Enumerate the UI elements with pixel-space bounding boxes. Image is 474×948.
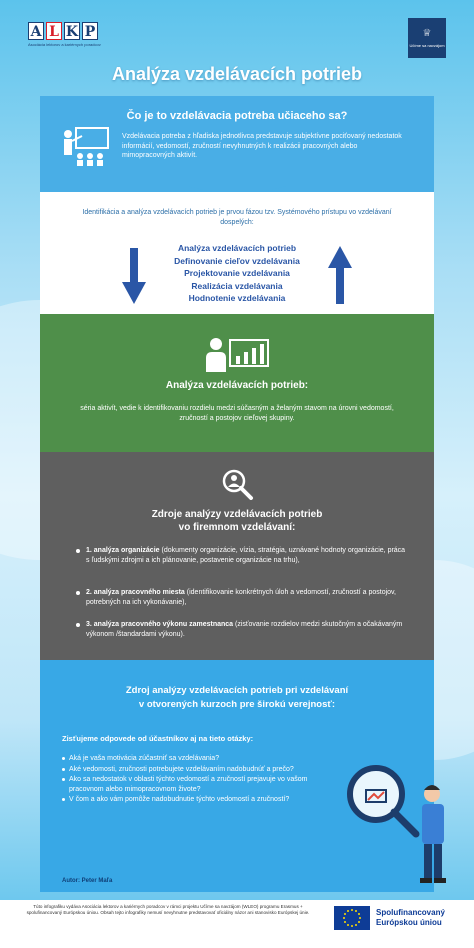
list-item — [86, 620, 406, 639]
list-item: Aké vedomosti, zručnosti potrebujete vzdelávaním nadobudnúť a prečo? — [62, 765, 322, 775]
section-systemic-approach — [40, 192, 434, 314]
bullet-dot — [76, 623, 80, 627]
list-item: V čom a ako vám pomôže nadobudnutie týchto vedomostí a zručností? — [62, 795, 322, 805]
heading-line: v otvorených kurzoch pre širokú verejnosť: — [138, 699, 336, 710]
alkp-logo — [28, 22, 118, 47]
logo-subtitle: Asociácia lektorov a kariérnych poradcov — [28, 42, 101, 47]
section-definition — [40, 96, 434, 192]
project-logo — [408, 18, 446, 58]
magnifier-icon — [220, 468, 254, 500]
item-label: 3. analýza pracovného výkonu zamestnanca — [86, 621, 234, 628]
presentation-chart-icon — [204, 336, 270, 374]
systemic-approach-steps — [140, 242, 334, 305]
item-text: (zisťovanie rozdielov medzi skutočným a očakávaným výkonom /štandardami výkonu). — [86, 621, 403, 638]
project-logo-icon: ♕ — [422, 28, 432, 39]
list-item: Projektovanie vzdelávania — [184, 268, 290, 278]
item-label: 1. analýza organizácie — [86, 547, 160, 554]
section-definition-heading: Čo je to vzdelávacia potreba učiaceho sa? — [126, 110, 348, 122]
eu-cofunded-label — [376, 908, 466, 928]
bullet-dot — [76, 591, 80, 595]
needs-analysis-heading: Analýza vzdelávacích potrieb: — [165, 380, 309, 391]
project-logo-text: Učíme sa navzájom — [409, 43, 445, 48]
logo-letter: P — [82, 22, 98, 40]
questions-title: Zisťujeme odpovede od účastníkov aj na tieto otázky: — [62, 734, 254, 743]
item-label: 2. analýza pracovného miesta — [86, 589, 185, 596]
person-with-magnifier-illustration — [336, 760, 456, 890]
corporate-sources-heading — [40, 508, 434, 534]
eu-flag-icon — [334, 906, 370, 930]
open-courses-heading — [40, 684, 434, 712]
list-item — [86, 546, 406, 565]
arrow-up-icon — [328, 246, 352, 304]
list-item: Ako sa nedostatok v oblasti týchto vedomostí a zručností prejavuje vo vašom pracovnom alebo mimopracovnom živote? — [62, 775, 322, 794]
list-item: Realizácia vzdelávania — [191, 280, 283, 291]
logo-letter: K — [65, 24, 79, 40]
section-definition-text: Vzdelávacia potreba z hľadiska jednotlivca predstavuje subjektívne pociťovaný nedostatok informácií, vedomostí, zručností nevyhnutných k realizácii pracovných alebo mimopracovných aktivít. — [122, 133, 402, 159]
page-title: Analýza vzdelávacích potrieb — [111, 64, 363, 84]
heading-line: Zdroje analýzy vzdelávacích potrieb — [151, 509, 323, 520]
author-credit: Autor: Peter Maľa — [62, 878, 113, 884]
list-item: Hodnotenie vzdelávania — [188, 293, 286, 303]
questions-list — [62, 754, 322, 806]
systemic-approach-intro: Identifikácia a analýza vzdelávacích potrieb je prvou fázou tzv. Systémového prístupu vo vzdelávaní dospelých: — [82, 209, 392, 226]
item-text: (dokumenty organizácie, vízia, stratégia, uznávané hodnoty organizácie, práca s ľudskými zdrojmi a ich plánovanie, postavenie organizácie na trhu), — [86, 547, 406, 564]
section-corporate-sources — [40, 452, 434, 660]
footer-disclaimer: Túto infografiku vydáva Asociácia lektorov a kariérnych poradcov v rámci projektu Učíme sa navzájom (WLEO) programu Erasmus + spolufinancovaný Európskou úniou. Obsah tejto infografiky nemusí nevyhnutne predstavovať oficiálny názor ani stanovisko Európskej únie. — [26, 904, 310, 915]
list-item: Definovanie cieľov vzdelávania — [174, 255, 300, 266]
logo-letter: L — [46, 22, 62, 40]
bullet-dot — [76, 549, 80, 553]
heading-line: Zdroj analýzy vzdelávacích potrieb pri vzdelávaní — [125, 685, 349, 696]
eu-label-line: Spolufinancovaný — [376, 908, 445, 917]
item-text: (identifikovanie konkrétnych úloh a vedomostí, zručností a postojov, potrebných na ich vykonávanie), — [86, 589, 396, 606]
logo-letter: A — [28, 22, 44, 40]
list-item: Aká je vaša motivácia zúčastniť sa vzdelávania? — [62, 754, 322, 764]
needs-analysis-text: séria aktivít, vedie k identifikovaniu rozdielu medzi súčasným a želaným stavom na úrovni vedomostí, zručností a postojov cieľovej skupiny. — [80, 405, 394, 422]
heading-line: vo firemnom vzdelávaní: — [178, 522, 296, 533]
list-item — [86, 588, 406, 607]
section-needs-analysis — [40, 314, 434, 452]
list-item: Analýza vzdelávacích potrieb — [177, 243, 297, 253]
teacher-board-icon — [62, 126, 112, 170]
eu-label-line: Európskou úniou — [376, 918, 442, 927]
